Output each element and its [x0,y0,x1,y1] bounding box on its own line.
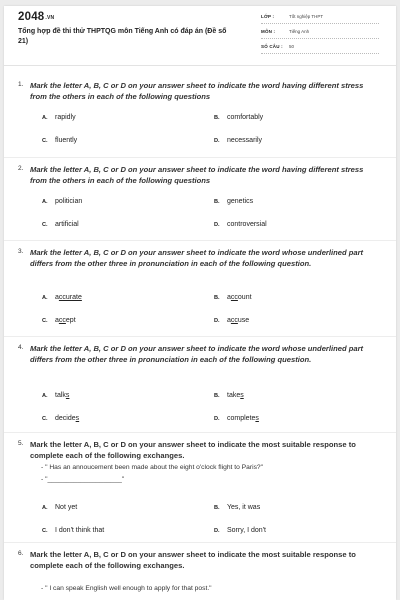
question-number: 5. [18,440,24,447]
option-text [55,504,77,511]
text-part: I don't think that [55,527,105,534]
option-text [55,527,104,534]
option-letter: A. [42,505,48,511]
option-letter: B. [214,115,220,121]
option-text [227,294,252,301]
meta-row-count [261,41,379,54]
question-divider [4,157,396,158]
question-number: 3. [18,248,24,255]
option-c[interactable] [42,137,77,144]
option-a[interactable] [42,114,76,121]
option-c[interactable] [42,317,76,324]
option-letter: A. [42,199,48,205]
option-text [55,221,79,228]
option-d[interactable] [214,137,262,144]
underlined-part: s [240,392,244,399]
document-title: Tổng hợp đề thi thử THPTQG môn Tiếng Anh có đáp án (Đề số 21) [18,28,227,45]
text-part: talk [55,392,66,399]
option-text [227,114,263,121]
underlined-part: cc [58,317,66,324]
question-number: 4. [18,344,24,351]
text-part: ount [237,294,252,301]
page-header [4,6,396,64]
text-part: politician [55,198,83,205]
text-part: rapidly [55,114,76,121]
option-letter: D. [214,318,220,324]
exchange-line: - " I can speak English well enough to apply for that post." [41,585,212,592]
underlined-part: ccurate [58,294,82,301]
question-prompt: Mark the letter A, B, C or D on your answer sheet to indicate the most suitable response to complete each of the following exchanges. [30,550,356,570]
option-text [227,198,253,205]
meta-row-class [261,11,379,24]
option-b[interactable] [214,504,260,511]
text-part: ept [65,317,76,324]
option-b[interactable] [214,114,263,121]
option-letter: B. [214,199,220,205]
option-letter: D. [214,138,220,144]
option-text [55,114,76,121]
text-part: necessarily [227,137,263,144]
text-part: genetics [227,198,254,205]
option-letter: C. [42,528,48,534]
question-number: 2. [18,165,24,172]
option-d[interactable] [214,527,266,534]
meta-value: Tốt nghiệp THPT [289,14,324,19]
text-part: comfortably [227,114,264,121]
underlined-part: s [255,415,259,422]
header-divider [4,65,396,66]
option-a[interactable] [42,392,69,399]
text-part: a [227,317,231,324]
text-part: fluently [55,137,78,144]
meta-label: MÔN : [261,29,276,34]
option-letter: D. [214,528,220,534]
logo-text: 2048 [18,11,45,23]
exam-page [4,6,396,600]
option-letter: B. [214,393,220,399]
option-text [55,137,77,144]
logo-suffix: .VN [45,15,55,21]
option-text [227,221,267,228]
meta-value: Tiếng Anh [289,29,310,34]
option-letter: A. [42,115,48,121]
option-b[interactable] [214,294,252,301]
exam-meta [261,11,379,56]
text-part: use [237,317,250,324]
answer-blank: - "____________________" [41,476,125,483]
option-c[interactable] [42,221,79,228]
text-part: a [55,317,59,324]
meta-value: 50 [289,44,295,49]
option-text [227,392,244,399]
option-d[interactable] [214,221,267,228]
underlined-part: cc [230,294,238,301]
option-a[interactable] [42,294,82,301]
underlined-part: s [65,392,70,399]
option-c[interactable] [42,415,79,422]
text-part: Not yet [55,504,78,511]
question-divider [4,542,396,543]
question-number: 1. [18,81,24,88]
option-text [227,415,259,422]
text-part: a [227,294,231,301]
text-part: complete [227,415,256,422]
site-logo[interactable] [18,11,54,23]
question-prompt: Mark the letter A, B, C or D on your answer sheet to indicate the word whose underlined part differs from the other three in pronunciation in each of the following question. [30,248,364,268]
question-prompt: Mark the letter A, B, C or D on your answer sheet to indicate the word whose underlined part differs from the other three in pronunciation in each of the following question. [30,344,364,364]
option-letter: A. [42,295,48,301]
question-divider [4,432,396,433]
option-d[interactable] [214,317,249,324]
underlined-part: s [75,415,80,422]
meta-label: LỚP : [261,14,275,19]
option-text [55,317,76,324]
option-text [55,198,82,205]
option-letter: C. [42,138,48,144]
exchange-line: - " Has an annoucement been made about the eight o'clock flight to Paris?" [41,464,264,471]
text-part: decide [55,415,76,422]
option-a[interactable] [42,198,82,205]
option-letter: B. [214,505,220,511]
text-part: Yes, it was [227,504,261,511]
meta-label: SỐ CÂU : [261,44,283,49]
text-part: a [55,294,59,301]
option-letter: C. [42,222,48,228]
question-number: 6. [18,550,24,557]
option-text [227,527,266,534]
question-divider [4,240,396,241]
question-prompt: Mark the letter A, B, C or D on your answer sheet to indicate the word having different stress from the others in each of the following questions [30,81,364,101]
option-letter: B. [214,295,220,301]
underlined-part: cc [230,317,238,324]
text-part: Sorry, I don't [227,527,266,534]
option-d[interactable] [214,415,259,422]
option-letter: C. [42,318,48,324]
meta-row-subject [261,26,379,39]
text-part: take [227,392,241,399]
option-a[interactable] [42,504,77,511]
question-prompt: Mark the letter A, B, C or D on your answer sheet to indicate the most suitable response to complete each of the following exchanges. [30,440,356,460]
option-text [227,317,249,324]
option-text [227,504,260,511]
question-divider [4,336,396,337]
option-b[interactable] [214,392,244,399]
option-letter: D. [214,222,220,228]
option-text [55,294,82,301]
option-text [227,137,262,144]
option-letter: A. [42,393,48,399]
text-part: controversial [227,221,267,228]
option-letter: D. [214,416,220,422]
option-b[interactable] [214,198,253,205]
option-text [55,392,69,399]
option-c[interactable] [42,527,104,534]
option-letter: C. [42,416,48,422]
question-prompt: Mark the letter A, B, C or D on your answer sheet to indicate the word having different stress from the others in each of the following questions [30,165,364,185]
text-part: artificial [55,221,79,228]
option-text [55,415,79,422]
